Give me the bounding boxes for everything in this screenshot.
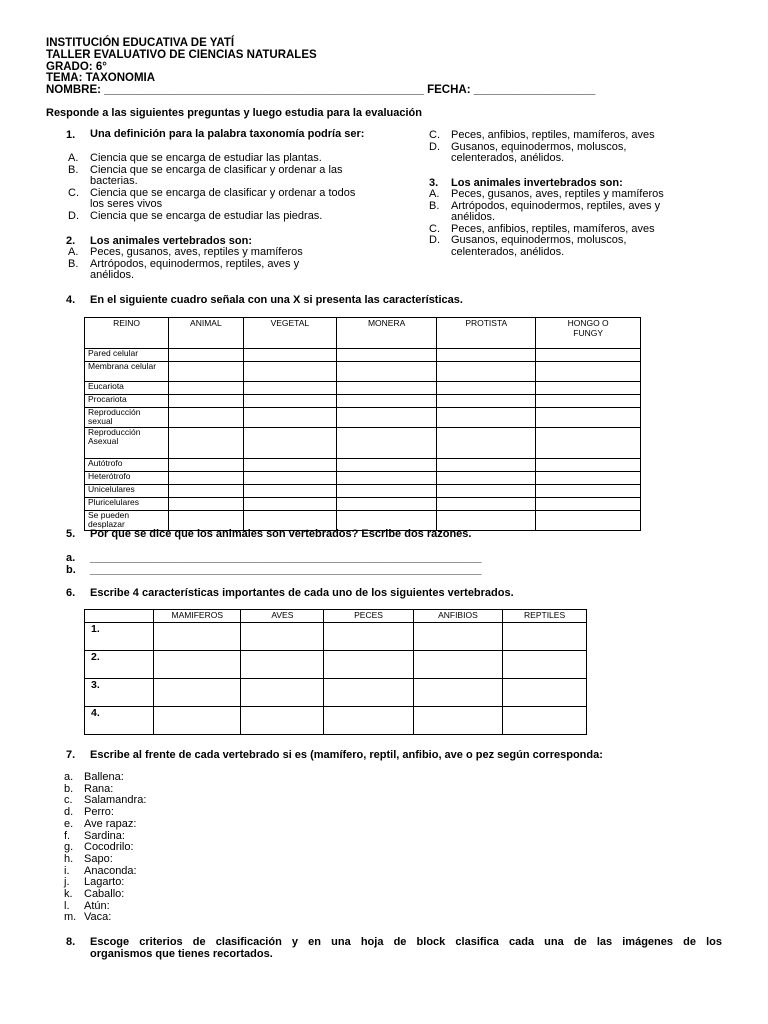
q1-option-a[interactable]: A. Ciencia que se encarga de estudiar las plantas. (68, 152, 322, 164)
row-label: Pared celular (85, 349, 169, 362)
q1-option-c[interactable]: C. Ciencia que se encarga de clasificar y ordenar a todos los seres vivos (68, 186, 356, 210)
q2-title: Los animales vertebrados son: (90, 235, 252, 247)
q8-line1: Escoge criterios de clasificación y en una hoja de block clasifica cada una de las imágenes de los (90, 936, 722, 948)
col-monera: MONERA (336, 318, 436, 349)
vertebrates-table-row (85, 707, 587, 735)
answer-cell[interactable] (241, 623, 324, 651)
check-cell[interactable] (536, 428, 641, 459)
kingdom-table-row (85, 408, 641, 428)
check-cell[interactable] (437, 362, 536, 382)
row-label: Heterótrofo (85, 472, 169, 485)
q6-title: Escribe 4 características importantes de cada uno de los siguientes vertebrados. (90, 587, 514, 599)
answer-cell[interactable] (324, 623, 413, 651)
q3-option-a[interactable]: A. Peces, gusanos, aves, reptiles y mamíferos (429, 188, 664, 200)
check-cell[interactable] (437, 382, 536, 395)
q7-item-letter: e. (64, 817, 74, 830)
check-cell[interactable] (336, 485, 436, 498)
q7-item-label: Salamandra: (84, 794, 147, 807)
check-cell[interactable] (243, 485, 336, 498)
check-cell[interactable] (169, 349, 244, 362)
name-date-line[interactable]: NOMBRE: __________________________________________________ FECHA: ___________________ (46, 84, 596, 96)
check-cell[interactable] (536, 498, 641, 511)
check-cell[interactable] (536, 459, 641, 472)
kingdom-table (84, 317, 641, 531)
col-reptiles: REPTILES (503, 610, 587, 623)
answer-cell[interactable] (241, 679, 324, 707)
check-cell[interactable] (169, 362, 244, 382)
answer-cell[interactable] (241, 707, 324, 735)
q7-item-label: Cocodrilo: (84, 841, 134, 854)
q1-option-b[interactable]: B. Ciencia que se encarga de clasificar y ordenar a las bacterias. (68, 163, 343, 187)
check-cell[interactable] (169, 382, 244, 395)
workshop-title: TALLER EVALUATIVO DE CIENCIAS NATURALES (46, 49, 317, 61)
kingdom-table-row (85, 395, 641, 408)
q2-option-a[interactable]: A. Peces, gusanos, aves, reptiles y mamíferos (68, 246, 303, 258)
kingdom-table-row (85, 362, 641, 382)
q4-number: 4. (66, 294, 76, 306)
q5-number: 5. (66, 528, 76, 540)
answer-cell[interactable] (413, 707, 503, 735)
answer-cell[interactable] (154, 623, 241, 651)
q1-title: Una definición para la palabra taxonomía podría ser: (90, 128, 365, 140)
instruction: Responde a las siguientes preguntas y luego estudia para la evaluación (46, 107, 422, 119)
q3-title: Los animales invertebrados son: (451, 177, 623, 189)
q7-number: 7. (66, 749, 76, 761)
answer-cell[interactable] (324, 707, 413, 735)
q7-item-label: Perro: (84, 806, 114, 819)
check-cell[interactable] (169, 395, 244, 408)
answer-cell[interactable] (154, 707, 241, 735)
q5-answer-lines (66, 552, 482, 576)
check-cell[interactable] (536, 472, 641, 485)
q7-item-label: Sapo: (84, 852, 113, 865)
row-label: Unicelulares (85, 485, 169, 498)
q7-list (64, 772, 146, 924)
q7-item-letter: h. (64, 852, 74, 865)
check-cell[interactable] (336, 459, 436, 472)
q4-title: En el siguiente cuadro señala con una X si presenta las características. (90, 294, 463, 306)
row-label: Pluricelulares (85, 498, 169, 511)
q7-item[interactable] (64, 772, 146, 784)
q7-item-label: Sardina: (84, 829, 125, 842)
q2-option-b[interactable]: B. Artrópodos, equinodermos, reptiles, aves y anélidos. (68, 257, 300, 281)
kingdom-table-row (85, 428, 641, 459)
check-cell[interactable] (336, 408, 436, 428)
check-cell[interactable] (336, 362, 436, 382)
q5-line-b[interactable]: b. ________________________________________________________________ (66, 564, 482, 576)
q1-number: 1. (66, 129, 76, 141)
row-label: Membrana celular (85, 362, 169, 382)
q7-item[interactable] (64, 912, 146, 924)
col-hongo: HONGO O FUNGY (536, 318, 641, 349)
q7-item-letter: k. (64, 888, 73, 901)
q7-title: Escribe al frente de cada vertebrado si es (mamífero, reptil, anfibio, ave o pez según corresponda: (90, 749, 603, 761)
row-label: Autótrofo (85, 459, 169, 472)
q3-option-c[interactable]: C. Peces, anfibios, reptiles, mamíferos, aves (429, 222, 655, 235)
vertebrates-table-row (85, 679, 587, 707)
vertebrates-table-row (85, 623, 587, 651)
check-cell[interactable] (536, 362, 641, 382)
check-cell[interactable] (437, 472, 536, 485)
q7-item-label: Ballena: (84, 771, 124, 783)
check-cell[interactable] (169, 472, 244, 485)
row-number: 3. (85, 679, 154, 707)
col-vegetal: VEGETAL (243, 318, 336, 349)
answer-cell[interactable] (154, 679, 241, 707)
q7-item[interactable] (64, 854, 146, 866)
q6-number: 6. (66, 587, 76, 599)
check-cell[interactable] (336, 472, 436, 485)
kingdom-table-row (85, 349, 641, 362)
kingdom-table-row (85, 472, 641, 485)
q7-item-label: Vaca: (84, 911, 112, 924)
check-cell[interactable] (536, 349, 641, 362)
col-anfibios: ANFIBIOS (413, 610, 503, 623)
q7-item-label: Atún: (84, 899, 110, 912)
q7-item-letter: j. (64, 876, 70, 889)
check-cell[interactable] (437, 459, 536, 472)
check-cell[interactable] (243, 408, 336, 428)
check-cell[interactable] (536, 511, 641, 531)
row-label: Procariota (85, 395, 169, 408)
check-cell[interactable] (336, 428, 436, 459)
q7-item-letter: f. (64, 829, 71, 842)
kingdom-table-row (85, 498, 641, 511)
check-cell[interactable] (536, 485, 641, 498)
row-label: Eucariota (85, 382, 169, 395)
answer-cell[interactable] (503, 707, 587, 735)
check-cell[interactable] (437, 408, 536, 428)
check-cell[interactable] (437, 485, 536, 498)
col-protista: PROTISTA (437, 318, 536, 349)
answer-cell[interactable] (503, 651, 587, 679)
check-cell[interactable] (437, 395, 536, 408)
row-label: Reproducción Asexual (85, 428, 169, 459)
q7-item-letter: l. (64, 899, 70, 912)
check-cell[interactable] (437, 498, 536, 511)
answer-cell[interactable] (413, 651, 503, 679)
school-name: INSTITUCIÓN EDUCATIVA DE YATÍ (46, 37, 235, 49)
q7-item-letter: m. (64, 911, 77, 924)
check-cell[interactable] (169, 485, 244, 498)
check-cell[interactable] (243, 349, 336, 362)
answer-cell[interactable] (241, 651, 324, 679)
q7-item-label: Lagarto: (84, 876, 125, 889)
check-cell[interactable] (536, 408, 641, 428)
col-aves: AVES (241, 610, 324, 623)
check-cell[interactable] (336, 395, 436, 408)
row-number: 2. (85, 651, 154, 679)
check-cell[interactable] (243, 382, 336, 395)
check-cell[interactable] (336, 349, 436, 362)
row-label: Se pueden desplazar (85, 511, 169, 531)
q7-item-letter: a. (64, 771, 74, 783)
kingdom-table-row (85, 485, 641, 498)
row-label: Reproducción sexual (85, 408, 169, 428)
grade-label: GRADO: 6° (46, 61, 107, 73)
check-cell[interactable] (536, 382, 641, 395)
q8-number: 8. (66, 936, 76, 948)
q7-item-label: Ave rapaz: (84, 817, 137, 830)
q2-number: 2. (66, 235, 76, 247)
answer-cell[interactable] (324, 651, 413, 679)
col-blank (85, 610, 154, 623)
q2-options-cd (429, 130, 729, 165)
q1-option-d[interactable]: D. Ciencia que se encarga de estudiar las piedras. (68, 209, 323, 222)
col-peces: PECES (324, 610, 413, 623)
answer-cell[interactable] (324, 679, 413, 707)
col-animal: ANIMAL (169, 318, 244, 349)
col-mamiferos: MAMIFEROS (154, 610, 241, 623)
q7-item-letter: b. (64, 782, 74, 795)
check-cell[interactable] (437, 428, 536, 459)
check-cell[interactable] (169, 428, 244, 459)
check-cell[interactable] (536, 395, 641, 408)
check-cell[interactable] (169, 498, 244, 511)
kingdom-table-row (85, 459, 641, 472)
q3-number: 3. (429, 177, 439, 189)
q3-options (429, 189, 729, 258)
row-number: 4. (85, 707, 154, 735)
kingdom-table-header (85, 318, 641, 349)
q7-item[interactable] (64, 889, 146, 901)
check-cell[interactable] (243, 362, 336, 382)
col-reino: REINO (85, 318, 169, 349)
q1-options (68, 153, 368, 222)
row-number: 1. (85, 623, 154, 651)
topic-label: TEMA: TAXONOMIA (46, 72, 156, 84)
vertebrates-table-row (85, 651, 587, 679)
q8-line2: organismos que tienes recortados. (90, 948, 273, 960)
check-cell[interactable] (243, 395, 336, 408)
check-cell[interactable] (437, 349, 536, 362)
check-cell[interactable] (169, 459, 244, 472)
answer-cell[interactable] (154, 651, 241, 679)
q3-option-b[interactable]: B. Artrópodos, equinodermos, reptiles, aves y anélidos. (429, 199, 661, 223)
q7-item[interactable] (64, 819, 146, 831)
q7-item-label: Anaconda: (84, 864, 137, 877)
q5-title: Por que se dice que los animales son vertebrados? Escribe dos razones. (90, 528, 472, 540)
check-cell[interactable] (243, 498, 336, 511)
check-cell[interactable] (336, 498, 436, 511)
q7-item-letter: g. (64, 841, 74, 854)
kingdom-table-row (85, 382, 641, 395)
q2-option-c[interactable]: C. Peces, anfibios, reptiles, mamíferos, aves (429, 129, 655, 141)
q7-item-letter: i. (64, 864, 70, 877)
q2-option-d[interactable]: D. Gusanos, equinodermos, moluscos, celenterados, anélidos. (429, 140, 627, 164)
q7-item-letter: c. (64, 794, 73, 807)
q3-option-d[interactable]: D. Gusanos, equinodermos, moluscos, celenterados, anélidos. (429, 234, 627, 258)
answer-cell[interactable] (503, 623, 587, 651)
answer-cell[interactable] (503, 679, 587, 707)
q2-options-ab (68, 247, 368, 282)
q7-item-letter: d. (64, 806, 74, 819)
check-cell[interactable] (336, 382, 436, 395)
check-cell[interactable] (169, 408, 244, 428)
check-cell[interactable] (243, 472, 336, 485)
q7-item-label: Caballo: (84, 888, 125, 901)
answer-cell[interactable] (413, 623, 503, 651)
answer-cell[interactable] (413, 679, 503, 707)
check-cell[interactable] (243, 459, 336, 472)
q5-line-a[interactable]: a. ________________________________________________________________ (66, 552, 482, 564)
vertebrates-table-header (85, 610, 587, 623)
q7-item-label: Rana: (84, 782, 114, 795)
vertebrates-table (84, 609, 587, 735)
check-cell[interactable] (243, 428, 336, 459)
